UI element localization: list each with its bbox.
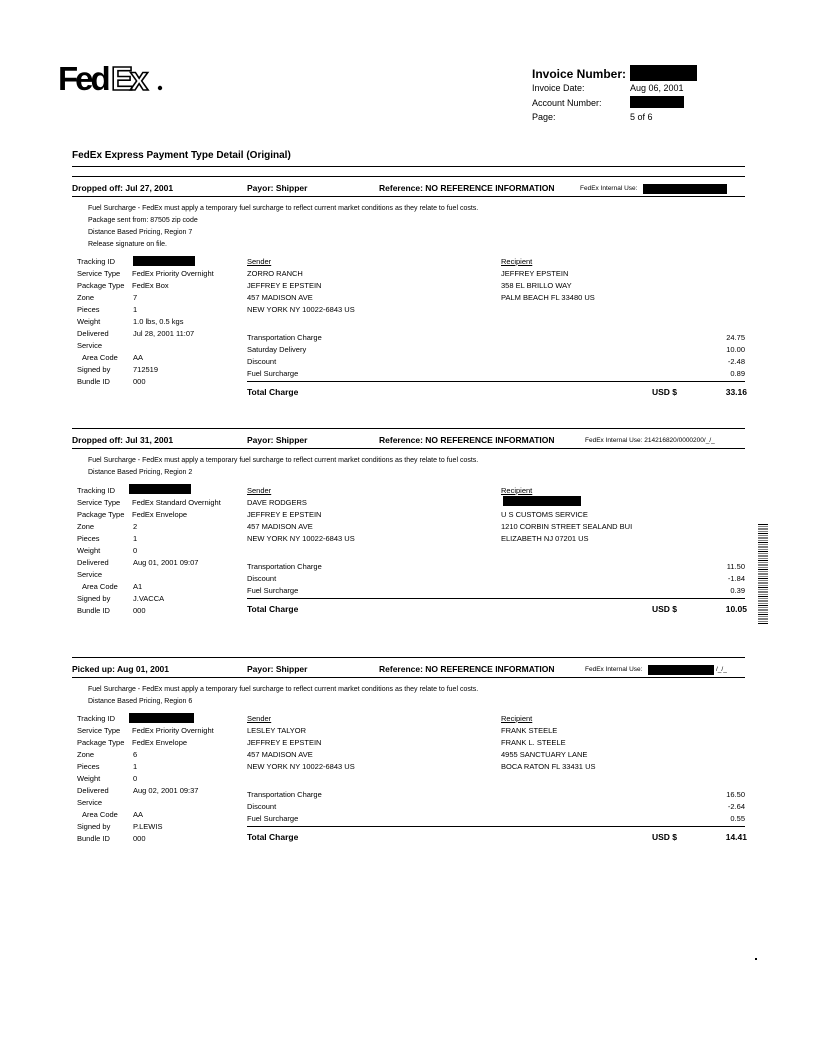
delivered-value: Aug 02, 2001 09:37	[133, 786, 199, 795]
page-label: Page:	[532, 112, 556, 122]
recipient-line: JEFFREY EPSTEIN	[501, 269, 569, 278]
package-type-value: FedEx Box	[132, 281, 169, 290]
redacted-tracking-id	[129, 713, 194, 723]
signed-by-label: Signed by	[77, 822, 111, 831]
pieces-label: Pieces	[77, 762, 100, 771]
sender-line: JEFFREY E EPSTEIN	[247, 510, 322, 519]
sender-line: LESLEY TALYOR	[247, 726, 307, 735]
side-barcode	[758, 524, 768, 624]
tracking-id-label: Tracking ID	[77, 257, 116, 266]
package-type-value: FedEx Envelope	[132, 738, 188, 747]
zone-value: 2	[133, 522, 138, 531]
sender-line: 457 MADISON AVE	[247, 293, 313, 302]
weight-label: Weight	[77, 317, 101, 326]
package-type-label: Package Type	[77, 510, 125, 519]
total-charge-label: Total Charge	[247, 832, 299, 842]
charge-amount: 0.89	[730, 369, 745, 378]
shipment-1-internal-use: FedEx Internal Use:	[580, 185, 638, 192]
recipient-line: U S CUSTOMS SERVICE	[501, 510, 588, 519]
shipment-3-reference: Reference: NO REFERENCE INFORMATION	[379, 664, 555, 674]
sender-line: NEW YORK NY 10022-6843 US	[247, 762, 355, 771]
shipment-3-top-rule	[72, 657, 745, 658]
redacted-internal-use	[648, 665, 714, 675]
zone-label: Zone	[77, 750, 95, 759]
total-rule	[247, 598, 745, 599]
recipient-heading: Recipient	[501, 257, 533, 266]
charge-amount: 0.55	[730, 814, 745, 823]
pieces-label: Pieces	[77, 534, 100, 543]
service-type-label: Service Type	[77, 269, 121, 278]
sender-line: 457 MADISON AVE	[247, 522, 313, 531]
charge-amount: -1.84	[727, 574, 745, 583]
service-type-label: Service Type	[77, 498, 121, 507]
shipment-3-header-rule	[72, 677, 745, 678]
shipment-2-top-rule	[72, 428, 745, 429]
shipment-1-drop: Dropped off: Jul 27, 2001	[72, 183, 174, 193]
total-charge-label: Total Charge	[247, 604, 299, 614]
total-rule	[247, 826, 745, 827]
shipment-3-internal-suffix: /_/_	[716, 666, 727, 673]
bundle-id-value: 000	[133, 606, 146, 615]
zone-value: 6	[133, 750, 138, 759]
area-code-label: Area Code	[82, 810, 118, 819]
redacted-invoice-number	[630, 65, 697, 81]
bundle-id-value: 000	[133, 834, 146, 843]
shipment-3-internal-use: FedEx Internal Use:	[585, 666, 643, 673]
recipient-line: 1210 CORBIN STREET SEALAND BUI	[501, 522, 633, 531]
shipment-3-payor: Payor: Shipper	[247, 664, 308, 674]
total-charge-value: 14.41	[725, 832, 747, 842]
charge-amount: 16.50	[726, 790, 745, 799]
bundle-id-label: Bundle ID	[77, 606, 110, 615]
charge-amount: 11.50	[726, 562, 745, 571]
service-label: Service	[77, 341, 103, 350]
sender-heading: Sender	[247, 714, 272, 723]
service-label: Service	[77, 798, 103, 807]
recipient-line: FRANK STEELE	[501, 726, 558, 735]
redacted-account-number	[630, 96, 684, 108]
sender-line: JEFFREY E EPSTEIN	[247, 281, 322, 290]
weight-value: 1.0 lbs, 0.5 kgs	[133, 317, 184, 326]
charge-amount: -2.64	[727, 802, 745, 811]
total-rule	[247, 381, 745, 382]
area-code-value: A1	[133, 582, 143, 591]
weight-value: 0	[133, 546, 138, 555]
charge-label: Transportation Charge	[247, 562, 322, 571]
service-type-value: FedEx Priority Overnight	[132, 726, 214, 735]
pieces-label: Pieces	[77, 305, 100, 314]
shipment-2-internal-use: FedEx Internal Use: 214216820/0000200/_/_	[585, 437, 715, 444]
package-type-label: Package Type	[77, 738, 125, 747]
signed-by-label: Signed by	[77, 365, 111, 374]
total-charge-value: 10.05	[725, 604, 747, 614]
shipment-1-note: Distance Based Pricing, Region 7	[88, 229, 193, 236]
charge-label: Fuel Surcharge	[247, 814, 299, 823]
shipment-3-note: Fuel Surcharge - FedEx must apply a temporary fuel surcharge to reflect current market conditions as they relate to fuel costs.	[88, 686, 479, 693]
recipient-line: PALM BEACH FL 33480 US	[501, 293, 595, 302]
shipment-1-reference: Reference: NO REFERENCE INFORMATION	[379, 183, 555, 193]
sender-line: ZORRO RANCH	[247, 269, 303, 278]
shipment-2-payor: Payor: Shipper	[247, 435, 308, 445]
total-charge-label: Total Charge	[247, 387, 299, 397]
bundle-id-value: 000	[133, 377, 146, 386]
currency-label: USD $	[652, 832, 678, 842]
logo-ex: Ex	[111, 60, 146, 96]
total-charge-value: 33.16	[725, 387, 747, 397]
charge-label: Saturday Delivery	[247, 345, 307, 354]
area-code-label: Area Code	[82, 353, 118, 362]
package-type-label: Package Type	[77, 281, 125, 290]
area-code-value: AA	[133, 353, 144, 362]
logo-fed: Fed	[58, 60, 108, 96]
zone-label: Zone	[77, 522, 95, 531]
shipment-2-header-rule	[72, 448, 745, 449]
recipient-line: FRANK L. STEELE	[501, 738, 566, 747]
signed-by-label: Signed by	[77, 594, 111, 603]
sender-line: JEFFREY E EPSTEIN	[247, 738, 322, 747]
zone-label: Zone	[77, 293, 95, 302]
pieces-value: 1	[133, 534, 138, 543]
sender-line: DAVE RODGERS	[247, 498, 307, 507]
charge-label: Discount	[247, 802, 277, 811]
shipment-2-reference: Reference: NO REFERENCE INFORMATION	[379, 435, 555, 445]
sender-line: NEW YORK NY 10022-6843 US	[247, 534, 355, 543]
service-type-value: FedEx Standard Overnight	[132, 498, 221, 507]
shipment-2-note: Fuel Surcharge - FedEx must apply a temporary fuel surcharge to reflect current market conditions as they relate to fuel costs.	[88, 457, 479, 464]
charge-label: Fuel Surcharge	[247, 369, 299, 378]
weight-value: 0	[133, 774, 138, 783]
redacted-recipient-name	[503, 496, 581, 506]
charge-label: Discount	[247, 357, 277, 366]
invoice-date-label: Invoice Date:	[532, 83, 585, 93]
charge-amount: 24.75	[726, 333, 745, 342]
service-type-value: FedEx Priority Overnight	[132, 269, 214, 278]
fedex-logo	[58, 60, 166, 96]
weight-label: Weight	[77, 546, 101, 555]
shipment-1-note: Package sent from: 87505 zip code	[88, 217, 198, 224]
shipment-1-note: Fuel Surcharge - FedEx must apply a temporary fuel surcharge to reflect current market conditions as they relate to fuel costs.	[88, 205, 479, 212]
area-code-label: Area Code	[82, 582, 118, 591]
recipient-heading: Recipient	[501, 486, 533, 495]
recipient-line: ELIZABETH NJ 07201 US	[501, 534, 589, 543]
delivered-value: Jul 28, 2001 11:07	[133, 329, 195, 338]
delivered-value: Aug 01, 2001 09:07	[133, 558, 199, 567]
tracking-id-label: Tracking ID	[77, 714, 116, 723]
title-rule	[72, 166, 745, 167]
sender-line: NEW YORK NY 10022-6843 US	[247, 305, 355, 314]
charge-amount: 0.39	[730, 586, 745, 595]
bundle-id-label: Bundle ID	[77, 377, 110, 386]
charge-label: Discount	[247, 574, 277, 583]
currency-label: USD $	[652, 604, 678, 614]
recipient-line: BOCA RATON FL 33431 US	[501, 762, 596, 771]
zone-value: 7	[133, 293, 138, 302]
charge-label: Fuel Surcharge	[247, 586, 299, 595]
shipment-1-payor: Payor: Shipper	[247, 183, 308, 193]
account-number-label: Account Number:	[532, 98, 602, 108]
charge-label: Transportation Charge	[247, 333, 322, 342]
charge-label: Transportation Charge	[247, 790, 322, 799]
pieces-value: 1	[133, 305, 138, 314]
shipment-3-note: Distance Based Pricing, Region 6	[88, 698, 193, 705]
sender-heading: Sender	[247, 486, 272, 495]
redacted-tracking-id	[133, 256, 195, 266]
delivered-label: Delivered	[77, 558, 109, 567]
invoice-number-label: Invoice Number:	[532, 67, 627, 81]
charge-amount: -2.48	[727, 357, 745, 366]
page-value: 5 of 6	[630, 112, 653, 122]
sender-heading: Sender	[247, 257, 272, 266]
signed-by-value: 712519	[133, 365, 159, 374]
redacted-internal-use	[643, 184, 727, 194]
recipient-line: 358 EL BRILLO WAY	[501, 281, 572, 290]
delivered-label: Delivered	[77, 786, 109, 795]
shipment-1-header-rule	[72, 196, 745, 197]
sender-line: 457 MADISON AVE	[247, 750, 313, 759]
redacted-tracking-id	[129, 484, 191, 494]
stray-mark	[755, 958, 757, 960]
charge-amount: 10.00	[726, 345, 745, 354]
signed-by-value: P.LEWIS	[133, 822, 163, 831]
package-type-value: FedEx Envelope	[132, 510, 188, 519]
delivered-label: Delivered	[77, 329, 109, 338]
shipment-1-note: Release signature on file.	[88, 241, 167, 248]
tracking-id-label: Tracking ID	[77, 486, 116, 495]
recipient-heading: Recipient	[501, 714, 533, 723]
signed-by-value: J.VACCA	[133, 594, 165, 603]
service-type-label: Service Type	[77, 726, 121, 735]
shipment-3-drop: Picked up: Aug 01, 2001	[72, 664, 169, 674]
recipient-line: 4955 SANCTUARY LANE	[501, 750, 588, 759]
invoice-date-value: Aug 06, 2001	[630, 83, 684, 93]
service-label: Service	[77, 570, 103, 579]
bundle-id-label: Bundle ID	[77, 834, 110, 843]
shipment-1-top-rule	[72, 176, 745, 177]
shipment-2-drop: Dropped off: Jul 31, 2001	[72, 435, 174, 445]
currency-label: USD $	[652, 387, 678, 397]
page-title: FedEx Express Payment Type Detail (Original)	[72, 150, 291, 161]
pieces-value: 1	[133, 762, 138, 771]
shipment-2-note: Distance Based Pricing, Region 2	[88, 469, 193, 476]
weight-label: Weight	[77, 774, 101, 783]
area-code-value: AA	[133, 810, 144, 819]
